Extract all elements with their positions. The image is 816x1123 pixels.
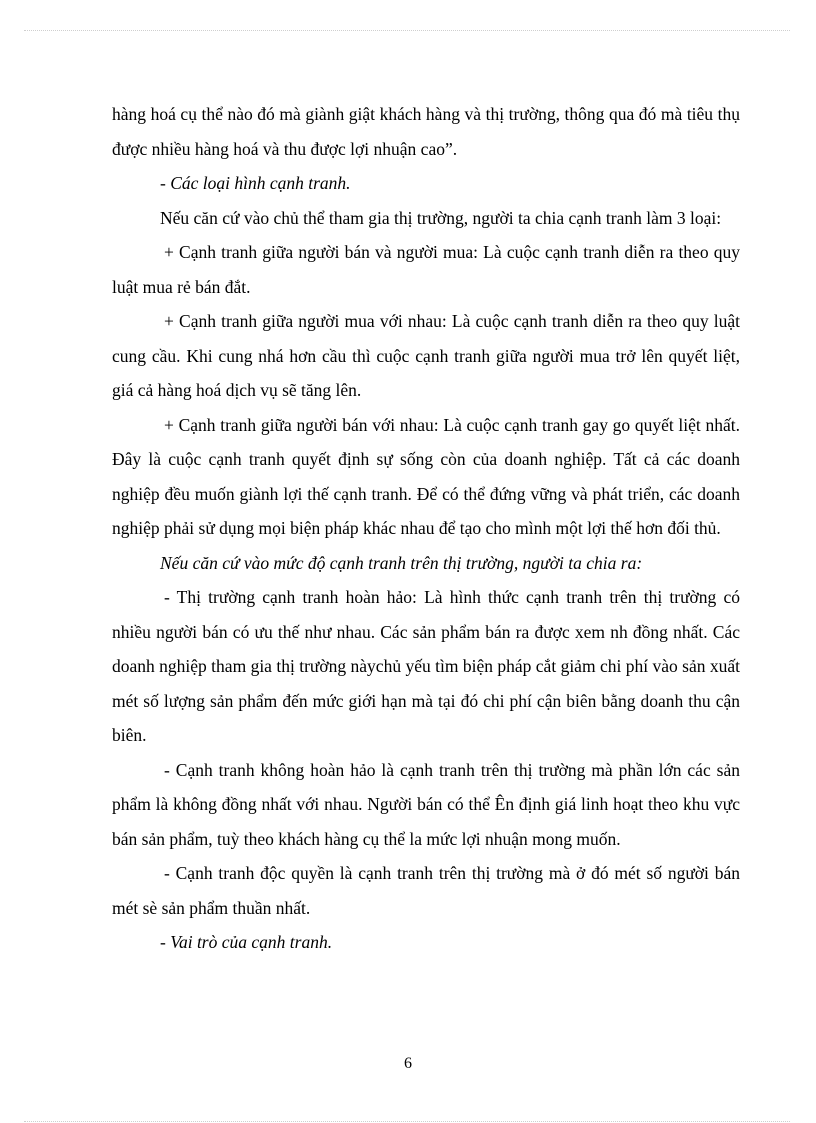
paragraph-6: + Cạnh tranh giữa người bán với nhau: Là cuộc cạnh tranh gay go quyết liệt nhất. Đây là cuộc cạnh tranh quyết định sự sống còn của doanh nghiệp. Tất cả các doanh nghiệp đều muốn giành lợi thế cạnh tranh. Để có thể đứng vững và phát triển, các doanh nghiệp phải sử dụng mọi biện pháp khác nhau để tạo cho mình một lợi thế hơn đối thủ. (112, 414, 740, 538)
paragraph-5: + Cạnh tranh giữa người mua với nhau: Là cuộc cạnh tranh diễn ra theo quy luật cung cầu. Khi cung nhá hơn cầu thì cuộc cạnh tranh giữa người mua trở lên quyết liệt, giá cả hàng hoá dịch vụ sẽ tăng lên. (112, 311, 740, 400)
subheading-types-of-competition: - Các loại hình cạnh tranh. (160, 173, 351, 193)
subheading-role-of-competition: - Vai trò của cạnh tranh. (160, 932, 333, 952)
page-number: 6 (404, 1055, 412, 1072)
paragraph-8: - Thị trường cạnh tranh hoàn hảo: Là hình thức cạnh tranh trên thị trường có nhiều người bán có ưu thế như nhau. Các sản phẩm bán ra được xem nh đồng nhất. Các doanh nghiệp tham gia thị trường nàychủ yếu tìm biện pháp cắt giảm chi phí vào sản xuất mét số lượng sản phẩm đến mức giới hạn mà tại đó chi phí cận biên bằng doanh thu cận biên. (112, 587, 740, 745)
paragraph-7: Nếu căn cứ vào mức độ cạnh tranh trên thị trường, người ta chia ra: (160, 552, 643, 573)
body-text (112, 97, 740, 960)
paragraph-3: Nếu căn cứ vào chủ thể tham gia thị trường, người ta chia cạnh tranh làm 3 loại: (160, 207, 722, 228)
paragraph-10: - Cạnh tranh độc quyền là cạnh tranh trên thị trường mà ở đó mét số người bán mét sè sản phẩm thuần nhất. (112, 863, 740, 918)
paragraph-9: - Cạnh tranh không hoàn hảo là cạnh tranh trên thị trường mà phần lớn các sản phẩm là không đồng nhất với nhau. Người bán có thể Ên định giá linh hoạt theo khu vực bán sản phẩm, tuỳ theo khách hàng cụ thể la mức lợi nhuận mong muốn. (112, 759, 740, 849)
paragraph-4: + Cạnh tranh giữa người bán và người mua: Là cuộc cạnh tranh diễn ra theo quy luật mua rẻ bán đắt. (112, 242, 740, 297)
paragraph-1: hàng hoá cụ thể nào đó mà giành giật khách hàng và thị trường, thông qua đó mà tiêu thụ được nhiều hàng hoá và thu được lợi nhuận cao”. (112, 104, 740, 159)
